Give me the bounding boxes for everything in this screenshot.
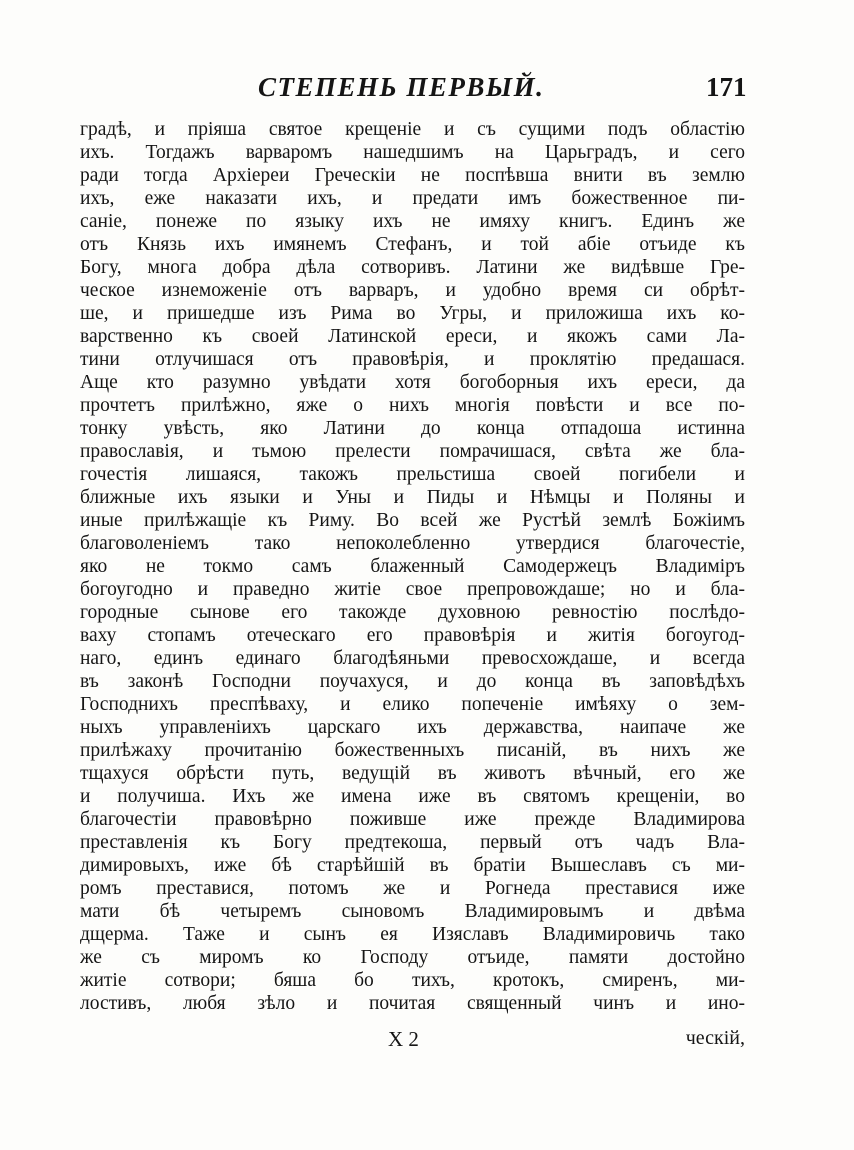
text-line: градѣ, и пріяша святое крещеніе и съ сущими подъ областію	[80, 119, 745, 140]
text-line: саніе, понеже по языку ихъ не имяху книгъ. Единъ же	[80, 211, 745, 232]
text-line: яко не токмо самъ блаженный Самодержецъ Владиміръ	[80, 556, 745, 577]
text-line: ческое изнеможеніе отъ варваръ, и удобно время си обрѣт-	[80, 280, 745, 301]
text-line: лостивъ, любя зѣло и почитая священный чинъ и ино-	[80, 993, 745, 1014]
text-line: тонку увѣсть, яко Латини до конца отпадоша истинна	[80, 418, 745, 439]
page-number: 171	[706, 72, 747, 102]
text-line: ближные ихъ языки и Уны и Пиды и Нѣмцы и Поляны и	[80, 487, 745, 508]
text-line: Богу, многа добра дѣла сотворивъ. Латини же видѣвше Гре-	[80, 257, 745, 278]
text-line: благочестіи правовѣрно поживше иже прежде Владимирова	[80, 809, 745, 830]
text-line: дщерма. Таже и сынъ ея Изяславъ Владимировичь тако	[80, 924, 745, 945]
text-line: ромъ преставися, потомъ же и Рогнеда преставися иже	[80, 878, 745, 899]
text-line: благоволеніемъ тако непоколебленно утвердися благочестіе,	[80, 533, 745, 554]
text-line: ныхъ управленіихъ царскаго ихъ державства, наипаче же	[80, 717, 745, 738]
text-line: димировыхъ, иже бѣ старѣйшій въ братіи Вышеславъ съ ми-	[80, 855, 745, 876]
text-line: прочтетъ прилѣжно, яже о нихъ многія повѣсти и все по-	[80, 395, 745, 416]
signature-mark: X 2	[388, 1027, 419, 1051]
text-line: ихъ, еже наказати ихъ, и предати имъ божественное пи-	[80, 188, 745, 209]
page-footer	[80, 1027, 745, 1055]
text-line: житіе сотвори; бяша бо тихъ, кротокъ, смиренъ, ми-	[80, 970, 745, 991]
text-line: тщахуся обрѣсти путь, ведущій въ животъ вѣчный, его же	[80, 763, 745, 784]
text-line: же съ миромъ ко Господу отъиде, памяти достойно	[80, 947, 745, 968]
running-head-title: СТЕПЕНЬ ПЕРВЫЙ.	[258, 72, 545, 102]
text-line: Аще кто разумно увѣдати хотя богоборныя ихъ ереси, да	[80, 372, 745, 393]
text-line: иные прилѣжащіе къ Риму. Во всей же Рустѣй землѣ Божіимъ	[80, 510, 745, 531]
text-line: и получиша. Ихъ же имена иже въ святомъ крещеніи, во	[80, 786, 745, 807]
text-line: въ законѣ Господни поучахуся, и до конца въ заповѣдѣхъ	[80, 671, 745, 692]
text-line: ради тогда Архіереи Греческіи не поспѣвша внити въ землю	[80, 165, 745, 186]
text-line: отъ Князь ихъ имянемъ Стефанъ, и той абіе отъиде къ	[80, 234, 745, 255]
catchword: ческій,	[685, 1027, 745, 1049]
text-line: городные сынове его такожде духовною ревностію послѣдо-	[80, 602, 745, 623]
text-line: гочестія лишаяся, такожъ прельстиша своей погибели и	[80, 464, 745, 485]
text-line: тини отлучишася отъ правовѣрія, и проклятію предашася.	[80, 349, 745, 370]
text-line: ваху стопамъ отеческаго его правовѣрія и житія богоугод-	[80, 625, 745, 646]
running-head	[0, 70, 854, 110]
text-line: преставленія къ Богу предтекоша, первый отъ чадъ Вла-	[80, 832, 745, 853]
text-line: ше, и пришедше изъ Рима во Угры, и приложиша ихъ ко-	[80, 303, 745, 324]
text-line: ихъ. Тогдажъ варваромъ нашедшимъ на Царьградъ, и сего	[80, 142, 745, 163]
text-line: православія, и тьмою прелести помрачишася, свѣта же бла-	[80, 441, 745, 462]
text-line: наго, единъ единаго благодѣяньми превосхождаше, и всегда	[80, 648, 745, 669]
text-line: богоугодно и праведно житіе свое препровождаше; но и бла-	[80, 579, 745, 600]
text-line: Господнихъ преспѣваху, и елико попеченіе имѣяху о зем-	[80, 694, 745, 715]
body-text	[80, 118, 745, 1015]
text-line: мати бѣ четыремъ сыновомъ Владимировымъ и двѣма	[80, 901, 745, 922]
text-line: варственно къ своей Латинской ереси, и якожъ сами Ла-	[80, 326, 745, 347]
text-line: прилѣжаху прочитанію божественныхъ писаній, въ нихъ же	[80, 740, 745, 761]
